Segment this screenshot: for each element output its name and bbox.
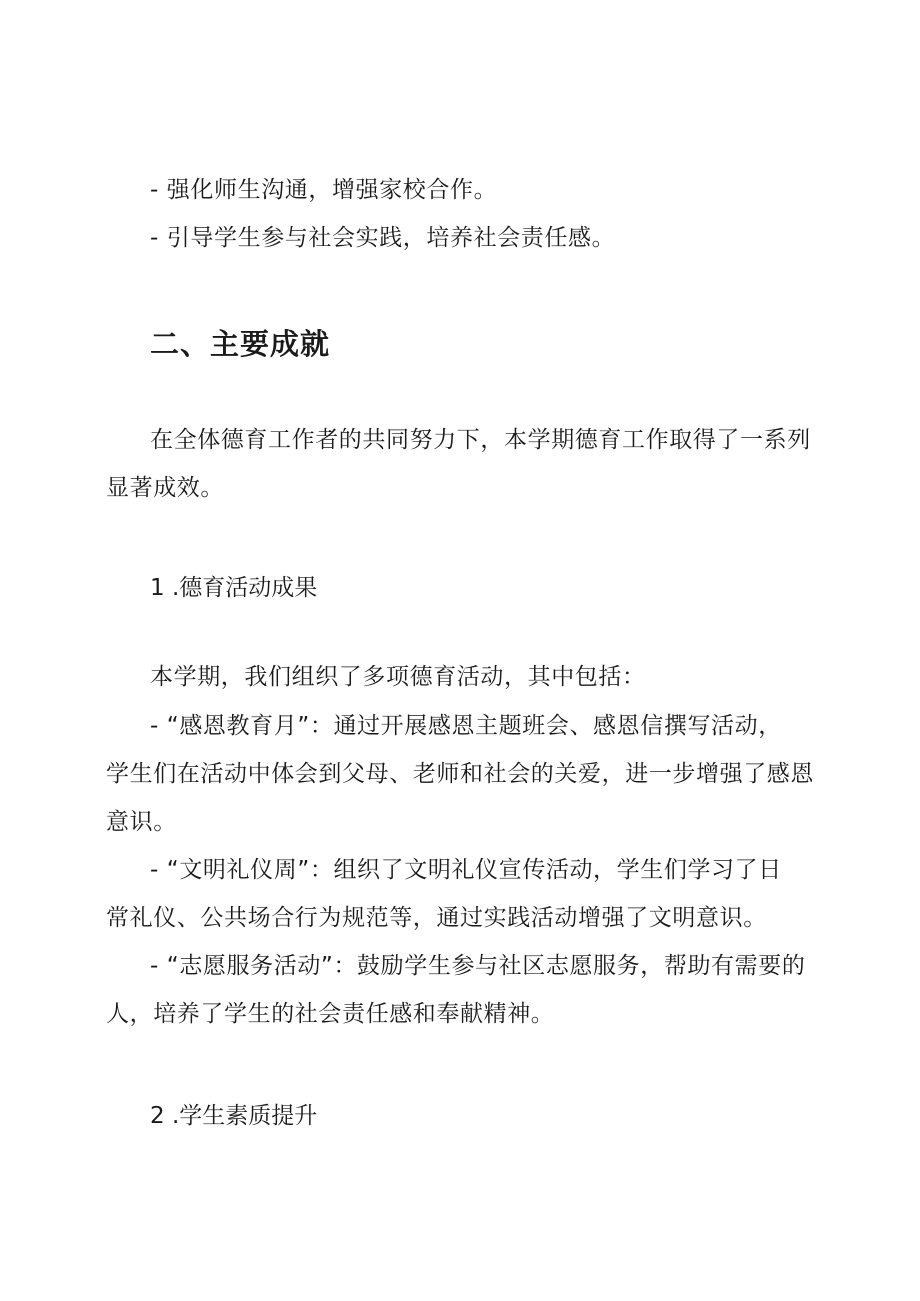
subsection-1-lead: 本学期，我们组织了多项德育活动，其中包括：: [150, 664, 646, 690]
activity-gratitude-line-1: - “感恩教育月”：通过开展感恩主题班会、感恩信撰写活动，: [150, 713, 782, 739]
intro-paragraph-line-2: 显著成效。: [106, 475, 224, 501]
activity-etiquette-line-2: 常礼仪、公共场合行为规范等，通过实践活动增强了文明意识。: [106, 905, 767, 931]
activity-volunteer-line-1: - “志愿服务活动”：鼓励学生参与社区志愿服务，帮助有需要的: [150, 953, 806, 979]
bullet-item-communication: - 强化师生沟通，增强家校合作。: [150, 177, 498, 203]
activity-gratitude-line-3: 意识。: [106, 809, 177, 835]
intro-paragraph-line-1: 在全体德育工作者的共同努力下，本学期德育工作取得了一系列: [150, 427, 811, 453]
activity-etiquette-line-1: - “文明礼仪周”：组织了文明礼仪宣传活动，学生们学习了日: [150, 857, 782, 883]
bullet-item-social-practice: - 引导学生参与社会实践，培养社会责任感。: [150, 225, 616, 251]
subsection-2-title: 2 .学生素质提升: [150, 1103, 318, 1129]
subsection-1-title: 1 .德育活动成果: [150, 575, 318, 601]
section-heading: 二、主要成就: [150, 327, 331, 361]
activity-volunteer-line-2: 人，培养了学生的社会责任感和奉献精神。: [106, 1001, 555, 1027]
activity-gratitude-line-2: 学生们在活动中体会到父母、老师和社会的关爱，进一步增强了感恩: [106, 761, 814, 787]
